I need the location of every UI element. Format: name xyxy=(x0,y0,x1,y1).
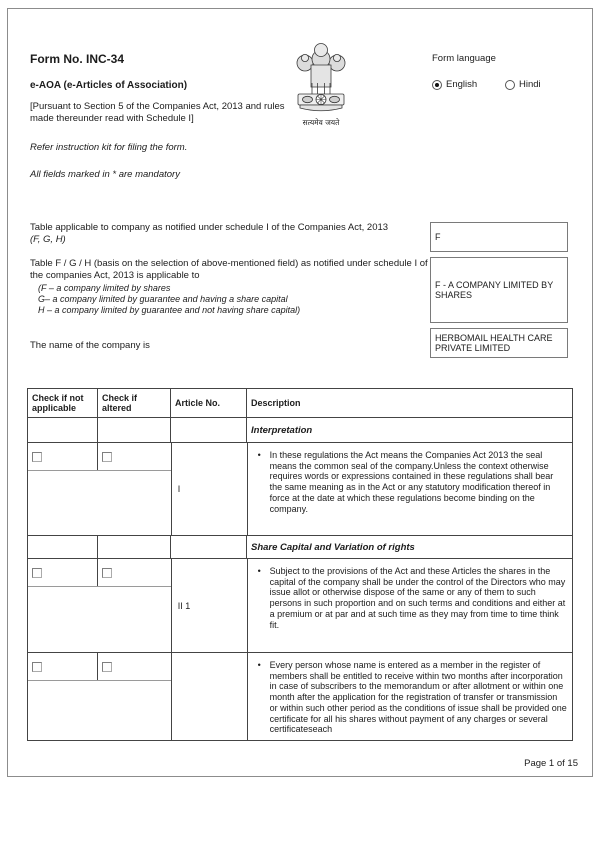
table-fgh-hint-f: (F – a company limited by shares xyxy=(38,283,171,293)
table-row-article-1 xyxy=(28,443,572,536)
form-language-label: Form language xyxy=(432,53,496,64)
company-name-label: The name of the company is xyxy=(30,340,150,351)
radio-english-label: English xyxy=(446,79,478,90)
radio-hindi-icon[interactable] xyxy=(505,80,515,90)
article-description: In these regulations the Act means the Companies Act 2013 the seal means the common seal of the company.Unless the context otherwise requires words or expressions contained in these regulations shall bear the same meaning as in the Act or any statutory modification thereof in force at the date at which these regulations become binding on the company. xyxy=(269,450,554,514)
form-subtitle: e-AOA (e-Articles of Association) xyxy=(30,80,188,91)
table-row-article-2 xyxy=(28,559,572,653)
emblem-motto-text: सत्यमेव जयते xyxy=(302,118,340,127)
table-row-section-share-capital xyxy=(28,536,572,559)
articles-table xyxy=(27,388,573,741)
table-fgh-hint-h: H – a company limited by guarantee and not having share capital) xyxy=(38,304,301,315)
table-applicable-label xyxy=(30,222,430,245)
header-article-no: Article No. xyxy=(171,389,247,417)
article-number: II 1 xyxy=(172,559,248,652)
company-name-input[interactable] xyxy=(430,328,568,358)
checkbox-not-applicable[interactable] xyxy=(32,452,42,462)
radio-selected-dot xyxy=(435,83,439,87)
article-number: I xyxy=(172,443,248,535)
pursuant-note: [Pursuant to Section 5 of the Companies Act, 2013 and rules made thereunder read with Schedule I] xyxy=(30,101,285,124)
table-applicable-hint: (F, G, H) xyxy=(30,233,66,245)
checkbox-not-applicable[interactable] xyxy=(32,568,42,578)
table-fgh-hints xyxy=(38,283,428,315)
table-row-section-interpretation xyxy=(28,418,572,443)
language-option-hindi[interactable] xyxy=(505,79,541,90)
bullet-icon: • xyxy=(257,660,261,670)
table-fgh-label: Table F / G / H (basis on the selection of above-mentioned field) as notified under schedule I of the companies Act, 2013 is applicable to xyxy=(30,258,428,281)
header-check-not-applicable: Check if not applicable xyxy=(28,389,98,417)
section-title: Share Capital and Variation of rights xyxy=(251,541,415,553)
table-fgh-value: F - A COMPANY LIMITED BY SHARES xyxy=(435,279,554,300)
checkbox-altered[interactable] xyxy=(102,568,112,578)
mandatory-fields-note: All fields marked in * are mandatory xyxy=(30,169,180,180)
form-number-title: Form No. INC-34 xyxy=(30,52,125,66)
company-name-value: HERBOMAIL HEALTH CARE PRIVATE LIMITED xyxy=(435,332,553,353)
table-header-row xyxy=(28,389,572,418)
table-fgh-hint-g: G– a company limited by guarantee and having a share capital xyxy=(38,293,288,304)
refer-instruction-note: Refer instruction kit for filing the form. xyxy=(30,142,188,153)
checkbox-strip xyxy=(28,443,171,471)
section-title: Interpretation xyxy=(251,424,313,436)
checkbox-altered[interactable] xyxy=(102,452,112,462)
table-fgh-input[interactable] xyxy=(430,257,568,323)
header-description: Description xyxy=(251,397,301,408)
article-description: Subject to the provisions of the Act and these Articles the shares in the capital of the company shall be under the control of the Directors who may issue allot or otherwise dispose of the same or any of them to such persons in such proportion and on such terms and conditions and either at a premium or at par and at such time as they may from time to time think fit. xyxy=(269,566,566,630)
article-description: Every person whose name is entered as a member in the register of members shall be entitled to receive within two months after incorporation in case of subscribers to the memorandum or after allotment or within one month after the application for the registration of transfer or transmission or within such other period as the conditions of issue shall be provided one certificate for all his shares without payment of any charges or several certificateseach xyxy=(269,660,567,735)
ashoka-lion-capital-icon xyxy=(292,38,350,130)
radio-english-icon[interactable] xyxy=(432,80,442,90)
table-applicable-value: F xyxy=(435,231,441,242)
table-row-article-3 xyxy=(28,653,572,740)
bullet-icon: • xyxy=(257,450,261,460)
bullet-icon: • xyxy=(257,566,261,576)
table-applicable-input[interactable] xyxy=(430,222,568,252)
india-national-emblem xyxy=(292,38,350,130)
checkbox-not-applicable[interactable] xyxy=(32,662,42,672)
page-indicator: Page 1 of 15 xyxy=(524,758,578,769)
radio-hindi-label: Hindi xyxy=(519,79,541,90)
checkbox-strip xyxy=(28,559,171,587)
language-option-english[interactable] xyxy=(432,79,477,90)
checkbox-altered[interactable] xyxy=(102,662,112,672)
article-number xyxy=(172,653,248,740)
checkbox-strip xyxy=(28,653,171,681)
header-check-if-altered: Check if altered xyxy=(98,389,171,417)
table-applicable-label-text: Table applicable to company as notified under schedule I of the Companies Act, 2013 xyxy=(30,222,389,233)
